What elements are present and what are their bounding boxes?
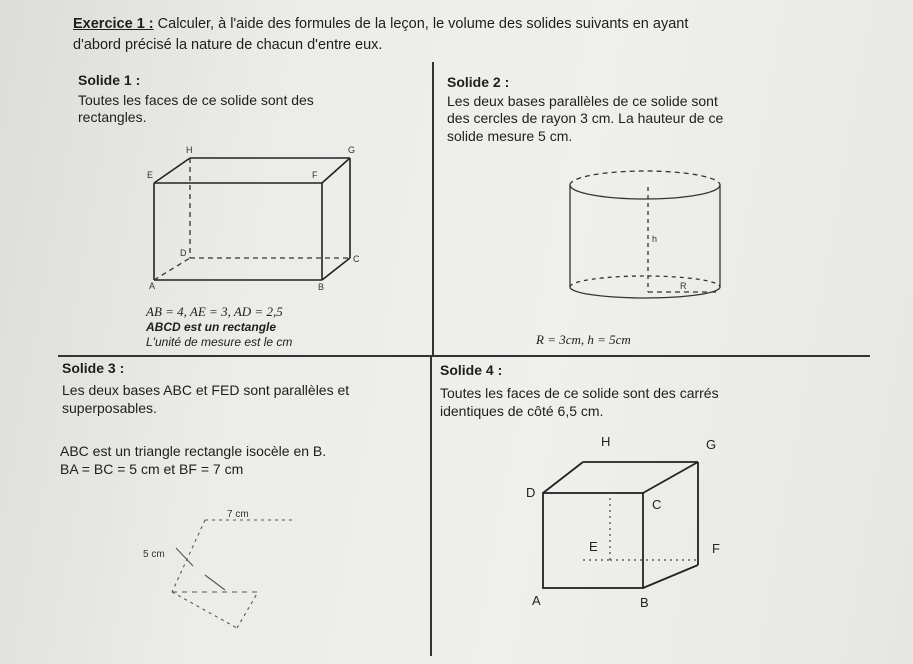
solide1-desc-line2: rectangles. (78, 109, 147, 125)
solide4-label-c: C (652, 497, 662, 512)
solide4-label-h: H (601, 434, 611, 449)
solide4-title: Solide 4 : (440, 362, 503, 378)
solide3-desc-line4: BA = BC = 5 cm et BF = 7 cm (60, 461, 244, 477)
solide4-desc-line1: Toutes les faces de ce solide sont des carrés (440, 385, 719, 401)
solide1-note-unit: L'unité de mesure est le cm (146, 335, 293, 349)
solide3-label-7cm: 7 cm (227, 509, 249, 520)
solide4-label-f: F (712, 541, 720, 556)
solide1-label-h: H (186, 145, 193, 155)
solide1-label-a: A (149, 281, 156, 291)
solide2-label-h: h (652, 234, 658, 244)
solide1-note-rectangle: ABCD est un rectangle (146, 320, 277, 334)
exercise-instruction-line2: d'abord précisé la nature de chacun d'entre eux. (73, 37, 383, 53)
solide1-label-c: C (353, 254, 360, 264)
solide1-label-g: G (348, 145, 356, 155)
solide3-desc-line2: superposables. (62, 400, 157, 416)
solide2-measures: R = 3cm, h = 5cm (536, 332, 631, 347)
solide1-label-d: D (180, 248, 187, 258)
solide3-desc-line3: ABC est un triangle rectangle isocèle en B. (60, 443, 327, 459)
solide1-label-b: B (318, 282, 325, 292)
solide3-title: Solide 3 : (62, 360, 125, 376)
solide1-label-f: F (312, 170, 318, 180)
solide4-label-b: B (640, 595, 649, 610)
solide1-desc-line1: Toutes les faces de ce solide sont des (78, 92, 314, 108)
solide4-label-g: G (706, 437, 717, 452)
exercise-label: Exercice 1 : (73, 16, 154, 32)
solide2-title: Solide 2 : (447, 74, 510, 90)
solide3-desc-line1: Les deux bases ABC et FED sont parallèles et (62, 382, 350, 398)
solide2-desc-line3: solide mesure 5 cm. (447, 128, 573, 144)
solide4-desc-line2: identiques de côté 6,5 cm. (440, 403, 604, 419)
solide1-label-e: E (147, 170, 154, 180)
exercise-instruction-line1: Exercice 1 : Calculer, à l'aide des formules de la leçon, le volume des solides suivants en ayant (73, 16, 689, 32)
solide1-measures: AB = 4, AE = 3, AD = 2,5 (146, 304, 283, 319)
solide2-desc-line2: des cercles de rayon 3 cm. La hauteur de ce (447, 110, 724, 126)
solide4-label-e: E (589, 539, 598, 554)
solide3-label-5cm: 5 cm (143, 549, 165, 560)
solide2-label-r: R (680, 281, 687, 291)
solide2-desc-line1: Les deux bases parallèles de ce solide sont (447, 93, 718, 109)
solide4-label-d: D (526, 485, 536, 500)
solide1-title: Solide 1 : (78, 72, 141, 88)
solide4-label-a: A (532, 593, 541, 608)
